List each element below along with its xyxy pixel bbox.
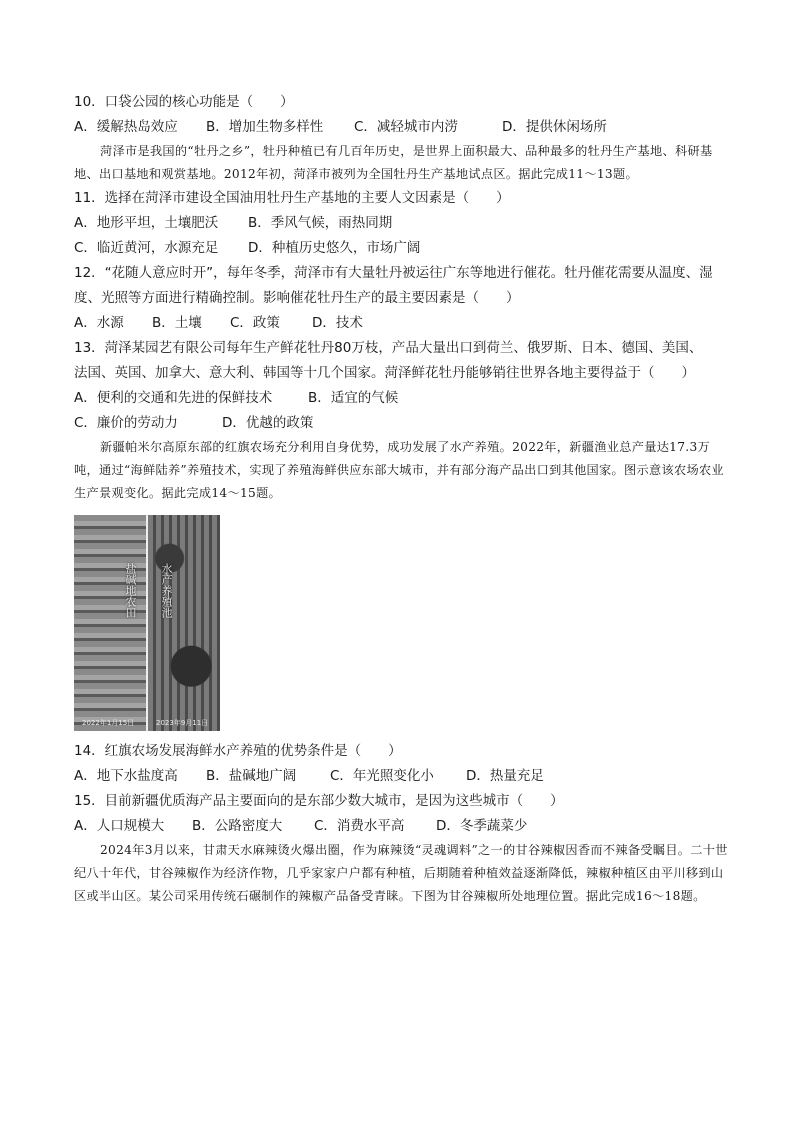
q13-stem-line2: 法国、英国、加拿大、意大利、韩国等十几个国家。菏泽鲜花牡丹能够销往世界各地主要得益于（ ） bbox=[74, 365, 695, 381]
q13-options-row1 bbox=[74, 386, 734, 411]
figure-label-left: 盐碱地农田 bbox=[124, 563, 137, 618]
figure-label-right: 水产养殖池 bbox=[160, 563, 173, 618]
figure-left-photo bbox=[74, 515, 146, 731]
exam-page bbox=[74, 90, 734, 908]
passage-xinjiang-aquaculture: 新疆帕米尔高原东部的红旗农场充分利用自身优势，成功发展了水产养殖。2022年，新疆渔业总产量达17.3万吨，通过“海鲜陆养”养殖技术，实现了养殖海鲜供应东部大城市，并有部分海产品出口到其他国家。图示意该农场农业生产景观变化。据此完成14～15题。 bbox=[74, 440, 724, 500]
q10-options bbox=[74, 115, 734, 140]
q14-option-d: D．热量充足 bbox=[466, 768, 544, 784]
q15-option-d: D．冬季蔬菜少 bbox=[436, 818, 528, 834]
q15-option-c: C．消费水平高 bbox=[314, 818, 405, 834]
q12-options bbox=[74, 311, 734, 336]
q14-option-a: A．地下水盐度高 bbox=[74, 768, 178, 784]
q12-option-a: A．水源 bbox=[74, 315, 124, 331]
figure-date-right: 2023年9月11日 bbox=[156, 719, 209, 727]
q11-options-row1 bbox=[74, 211, 734, 236]
q10-stem: 10．口袋公园的核心功能是（ ） bbox=[74, 94, 294, 110]
q12-option-b: B．土壤 bbox=[152, 315, 202, 331]
q15-options bbox=[74, 814, 734, 839]
q12-option-d: D．技术 bbox=[312, 315, 363, 331]
q12-stem-line1: 12．“花随人意应时开”，每年冬季，菏泽市有大量牡丹被运往广东等地进行催花。牡丹催花需要从温度、湿 bbox=[74, 265, 713, 281]
q11-stem: 11．选择在菏泽市建设全国油用牡丹生产基地的主要人文因素是（ ） bbox=[74, 190, 510, 206]
q10-option-a: A．缓解热岛效应 bbox=[74, 119, 178, 135]
q14-option-b: B．盐碱地广阔 bbox=[206, 768, 297, 784]
q11-options-row2 bbox=[74, 236, 734, 261]
q13-option-d: D．优越的政策 bbox=[222, 415, 314, 431]
q10-option-d: D．提供休闲场所 bbox=[502, 119, 607, 135]
q13-stem-line1: 13．菏泽某园艺有限公司每年生产鲜花牡丹80万枝，产品大量出口到荷兰、俄罗斯、日本、德国、美国、 bbox=[74, 340, 703, 356]
q15-option-b: B．公路密度大 bbox=[192, 818, 283, 834]
q14-option-c: C．年光照变化小 bbox=[330, 768, 434, 784]
figure-date-left: 2022年1月15日 bbox=[82, 719, 135, 727]
q12-option-c: C．政策 bbox=[230, 315, 280, 331]
q14-options bbox=[74, 764, 734, 789]
q13-option-b: B．适宜的气候 bbox=[308, 390, 399, 406]
q13-options-row2 bbox=[74, 411, 734, 436]
passage-heze-peony: 菏泽市是我国的“牡丹之乡”，牡丹种植已有几百年历史，是世界上面积最大、品种最多的牡丹生产基地、科研基地、出口基地和观赏基地。2012年初，菏泽市被列为全国牡丹生产基地试点区。据此完成11～13题。 bbox=[74, 144, 713, 181]
q11-option-b: B．季风气候，雨热同期 bbox=[248, 215, 393, 231]
q14-stem: 14．红旗农场发展海鲜水产养殖的优势条件是（ ） bbox=[74, 743, 402, 759]
q15-stem: 15．目前新疆优质海产品主要面向的是东部少数大城市，是因为这些城市（ ） bbox=[74, 793, 564, 809]
q10-option-c: C．减轻城市内涝 bbox=[354, 119, 458, 135]
q13-option-a: A．便利的交通和先进的保鲜技术 bbox=[74, 390, 273, 406]
farm-landscape-figure bbox=[74, 515, 220, 731]
q11-option-d: D．种植历史悠久，市场广阔 bbox=[248, 240, 421, 256]
figure-right-photo bbox=[148, 515, 220, 731]
q11-option-c: C．临近黄河，水源充足 bbox=[74, 240, 219, 256]
passage-gangu-chili: 2024年3月以来，甘肃天水麻辣烫火爆出圈，作为麻辣烫“灵魂调料”之一的甘谷辣椒因香而不辣备受瞩目。二十世纪八十年代，甘谷辣椒作为经济作物，几乎家家户户都有种植，后期随着种植效益逐渐降低，辣椒种植区由平川移到山区或半山区。某公司采用传统石碾制作的辣椒产品备受青睐。下图为甘谷辣椒所处地理位置。据此完成16～18题。 bbox=[74, 843, 728, 903]
q10-option-b: B．增加生物多样性 bbox=[206, 119, 324, 135]
q11-option-a: A．地形平坦，土壤肥沃 bbox=[74, 215, 219, 231]
q12-stem-line2: 度、光照等方面进行精确控制。影响催花牡丹生产的最主要因素是（ ） bbox=[74, 290, 520, 306]
q15-option-a: A．人口规模大 bbox=[74, 818, 165, 834]
q13-option-c: C．廉价的劳动力 bbox=[74, 415, 178, 431]
